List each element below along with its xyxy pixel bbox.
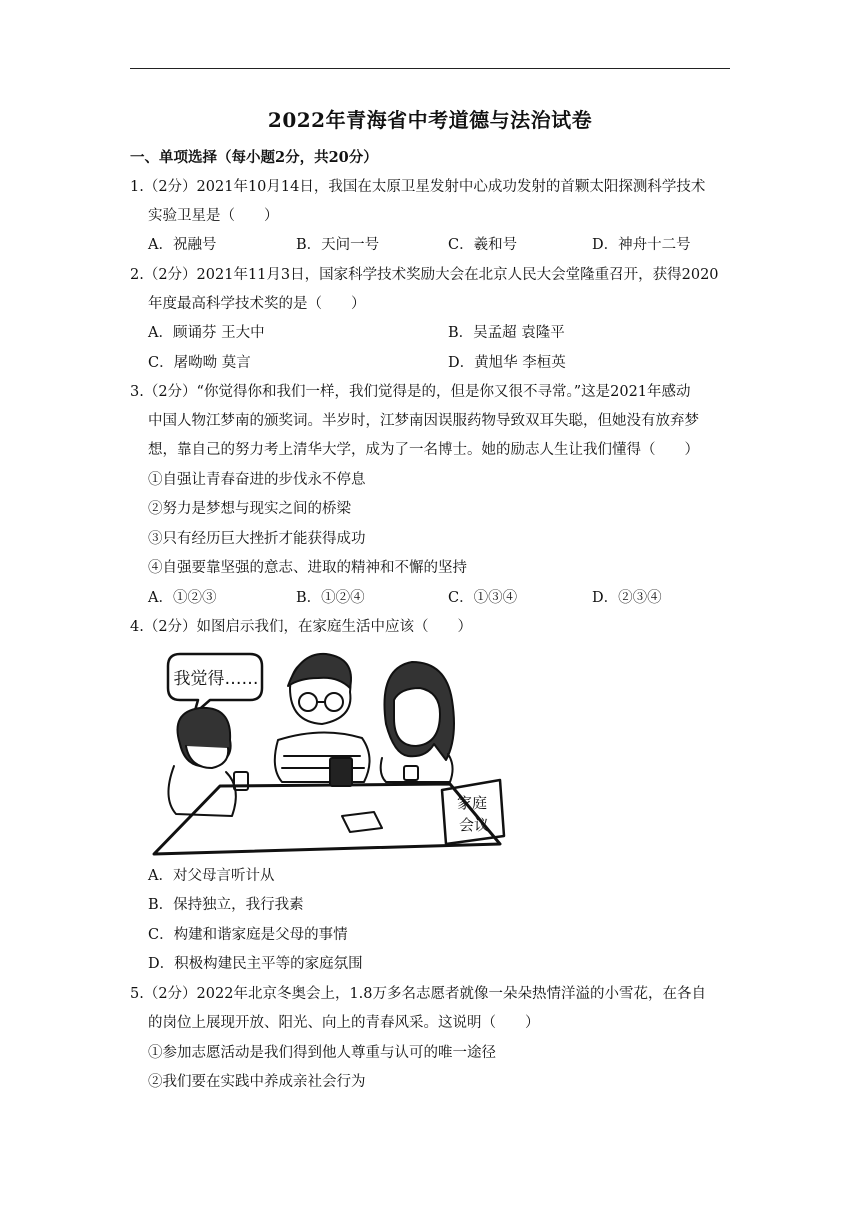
q4-option-d[interactable]: D．积极构建民主平等的家庭氛围 (148, 956, 363, 972)
q4-option-a[interactable]: A．对父母言听计从 (148, 868, 275, 884)
q3-statement-2: ②努力是梦想与现实之间的桥梁 (148, 501, 351, 517)
q3-statement-3: ③只有经历巨大挫折才能获得成功 (148, 531, 366, 547)
mother-figure (381, 662, 454, 782)
q3-stem-line1: 3.（2分）“你觉得你和我们一样，我们觉得是的，但是你又很不寻常。”这是2021年感动 (130, 384, 691, 400)
q3-stem-line2: 中国人物江梦南的颁奖词。半岁时，江梦南因误服药物导致双耳失聪，但她没有放弃梦 (148, 413, 699, 429)
q3-option-d[interactable]: D．②③④ (592, 590, 662, 606)
q2-stem-line2: 年度最高科学技术奖的是（ ） (148, 296, 366, 312)
page-title: 2022年青海省中考道德与法治试卷 (267, 108, 593, 132)
q2-option-b[interactable]: B．吴孟超 袁隆平 (448, 325, 565, 341)
q3-option-b[interactable]: B．①②④ (296, 590, 365, 606)
paper-note (342, 812, 382, 832)
q1-option-a[interactable]: A．祝融号 (148, 237, 217, 253)
q3-option-c[interactable]: C．①③④ (448, 590, 518, 606)
q1-option-d[interactable]: D．神舟十二号 (592, 237, 691, 253)
q5-stem-line2: 的岗位上展现开放、阳光、向上的青春风采。这说明（ ） (148, 1015, 540, 1031)
q4-option-b[interactable]: B．保持独立，我行我素 (148, 897, 304, 913)
sign-text-line2: 会议 (458, 816, 490, 834)
q3-stem-line3: 想，靠自己的努力考上清华大学，成为了一名博士。她的励志人生让我们懂得（ ） (148, 442, 699, 458)
q4-option-c[interactable]: C．构建和谐家庭是父母的事情 (148, 927, 348, 943)
section-heading: 一、单项选择（每小题2分，共20分） (130, 149, 378, 166)
q1-option-c[interactable]: C．羲和号 (448, 237, 518, 253)
q1-stem-line2: 实验卫星是（ ） (148, 208, 279, 224)
q5-statement-1: ①参加志愿活动是我们得到他人尊重与认可的唯一途径 (148, 1045, 496, 1061)
father-figure (275, 654, 370, 786)
bubble-text: 我觉得…… (173, 669, 259, 689)
q3-option-a[interactable]: A．①②③ (148, 590, 217, 606)
q4-stem-line1: 4.（2分）如图启示我们，在家庭生活中应该（ ） (130, 619, 473, 635)
q2-option-a[interactable]: A．顾诵芬 王大中 (148, 325, 265, 341)
top-rule (130, 68, 730, 69)
q2-option-c[interactable]: C．屠呦呦 莫言 (148, 355, 251, 371)
q2-stem-line1: 2.（2分）2021年11月3日，国家科学技术奖励大会在北京人民大会堂隆重召开，获得2020 (130, 267, 719, 283)
q1-option-b[interactable]: B．天问一号 (296, 237, 380, 253)
q5-stem-line1: 5.（2分）2022年北京冬奥会上，1.8万多名志愿者就像一朵朵热情洋溢的小雪花，在各自 (130, 986, 707, 1002)
q3-statement-4: ④自强要靠坚强的意志、进取的精神和不懈的坚持 (148, 560, 467, 576)
q2-option-d[interactable]: D．黄旭华 李桓英 (448, 355, 566, 371)
sign-text-line1: 家庭 (456, 794, 488, 812)
q5-statement-2: ②我们要在实践中养成亲社会行为 (148, 1074, 366, 1090)
family-meeting-illustration (150, 648, 520, 860)
q1-stem-line1: 1.（2分）2021年10月14日，我国在太原卫星发射中心成功发射的首颗太阳探测科学技术 (130, 179, 706, 195)
q3-statement-1: ①自强让青春奋进的步伐永不停息 (148, 472, 366, 488)
